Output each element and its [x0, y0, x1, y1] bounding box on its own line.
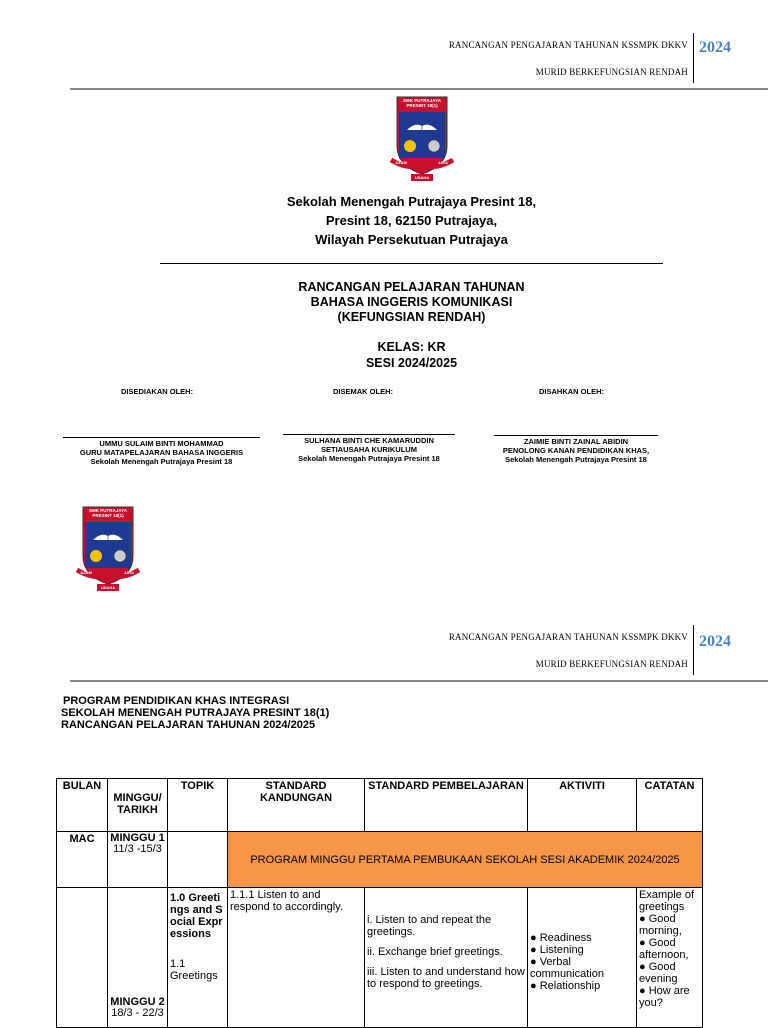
- col-header-standard-pembelajaran: STANDARD PEMBELAJARAN: [365, 779, 528, 832]
- table-row: [57, 832, 703, 888]
- lesson-plan-table: [56, 778, 703, 1028]
- school-address-line1: Sekolah Menengah Putrajaya Presint 18,: [286, 194, 537, 209]
- notes-cell: [637, 888, 703, 1028]
- header-year: 2024: [699, 39, 731, 56]
- program-line2: SEKOLAH MENENGAH PUTRAJAYA PRESINT 18(1): [61, 707, 330, 719]
- signatory-role: PENOLONG KANAN PENDIDIKAN KHAS,: [502, 446, 650, 455]
- notes-item: ● Good morning,: [639, 913, 682, 937]
- topic-sub: 1.1 Greetings: [170, 958, 218, 982]
- signatory-name: ZAIMIE BINTI ZAINAL ABIDIN: [523, 437, 629, 446]
- activity-cell: [528, 888, 637, 1028]
- school-address-line3: Wilayah Persekutuan Putrajaya: [315, 232, 508, 247]
- plan-title-line1: RANCANGAN PELAJARAN TAHUNAN: [298, 280, 525, 294]
- approved-by-heading: DISAHKAN OLEH:: [539, 387, 604, 396]
- plan-title-line2: BAHASA INGGERIS KOMUNIKASI: [310, 295, 513, 309]
- crest-ribbon-left: AZAM: [80, 570, 92, 575]
- col-header-standard-kandungan: STANDARD KANDUNGAN: [228, 779, 365, 832]
- learning-standard-cell: [365, 888, 528, 1028]
- program-banner-text: PROGRAM MINGGU PERTAMA PEMBUKAAN SEKOLAH SESI AKADEMIK 2024/2025: [250, 853, 680, 866]
- week-cell: [108, 888, 168, 1028]
- notes-item: ● Good evening: [639, 961, 678, 985]
- topic-cell: [168, 832, 228, 888]
- week-label: MINGGU 1: [110, 832, 165, 844]
- signature-block-2: [268, 436, 470, 463]
- school-crest-logo: [387, 94, 457, 186]
- topic-cell: [168, 888, 228, 1028]
- col-header-bulan: BULAN: [57, 779, 108, 832]
- signature-block-1: [55, 439, 268, 466]
- crest-top-text: SMK PUTRAJAYA PRESINT 18(1): [89, 508, 127, 518]
- header-rule: [70, 88, 768, 90]
- signatory-school: Sekolah Menengah Putrajaya Presint 18: [505, 455, 647, 464]
- plan-title-line3: (KEFUNGSIAN RENDAH): [337, 310, 486, 324]
- session-label: SESI 2024/2025: [365, 356, 458, 370]
- crest-ribbon-left: AZAM: [395, 160, 407, 165]
- header-subtitle: MURID BERKEFUNGSIAN RENDAH: [535, 659, 688, 669]
- week-label: MINGGU 2: [110, 996, 165, 1008]
- checked-by-heading: DISEMAK OLEH:: [333, 387, 393, 396]
- prepared-by-heading: DISEDIAKAN OLEH:: [121, 387, 194, 396]
- crest-ribbon-bottom: USAHA: [414, 175, 430, 180]
- header-subtitle: MURID BERKEFUNGSIAN RENDAH: [535, 67, 688, 77]
- address-rule: [160, 263, 663, 264]
- activity-item: ● Relationship: [530, 980, 601, 992]
- activity-item: ● Listening: [530, 944, 584, 956]
- learning-standard-item: i. Listen to and repeat the greetings.: [367, 914, 492, 938]
- signatory-role: SETIAUSAHA KURIKULUM: [321, 445, 417, 454]
- crest-top-text: SMK PUTRAJAYA PRESINT 18(1): [403, 98, 441, 108]
- header-divider: [693, 33, 694, 83]
- signatory-school: Sekolah Menengah Putrajaya Presint 18: [90, 457, 233, 466]
- notes-item: ● Good afternoon,: [639, 937, 689, 961]
- signatory-school: Sekolah Menengah Putrajaya Presint 18: [298, 454, 440, 463]
- crest-ribbon-bottom: USAHA: [100, 585, 116, 590]
- table-row: [57, 888, 703, 1028]
- activity-item: ● Verbal communication: [530, 956, 604, 980]
- header-rule: [70, 680, 768, 682]
- notes-title: Example of greetings: [639, 889, 695, 913]
- program-line1: PROGRAM PENDIDIKAN KHAS INTEGRASI: [63, 695, 290, 707]
- activity-item: ● Readiness: [530, 932, 592, 944]
- header-divider: [693, 625, 694, 675]
- class-label: KELAS: KR: [377, 340, 446, 354]
- week-dates: 11/3 -15/3: [113, 843, 162, 855]
- program-banner: [228, 832, 703, 888]
- col-header-catatan: CATATAN: [637, 779, 703, 832]
- header-title: RANCANGAN PENGAJARAN TAHUNAN KSSMPK DKKV: [448, 40, 688, 50]
- week-dates: 18/3 - 22/3: [111, 1007, 164, 1019]
- school-address-line2: Presint 18, 62150 Putrajaya,: [325, 213, 498, 228]
- col-header-minggu: MINGGU/ TARIKH: [108, 779, 168, 832]
- col-header-topik: TOPIK: [168, 779, 228, 832]
- signature-line-2: [283, 434, 455, 435]
- program-line3: RANCANGAN PELAJARAN TAHUNAN 2024/2025: [61, 719, 316, 731]
- signature-line-1: [63, 437, 260, 438]
- signatory-role: GURU MATAPELAJARAN BAHASA INGGERIS: [79, 448, 244, 457]
- topic-title: 1.0 Greetings and Social Expressions: [170, 892, 223, 940]
- table-header-row: [57, 779, 703, 832]
- learning-standard-item: iii. Listen to and understand how to respond to greetings.: [367, 966, 525, 990]
- signature-block-3: [474, 437, 678, 464]
- month-cell: [57, 888, 108, 1028]
- header-year: 2024: [699, 633, 731, 650]
- signatory-name: SULHANA BINTI CHE KAMARUDDIN: [304, 436, 434, 445]
- content-standard-cell: 1.1.1 Listen to and respond to accordingly.: [228, 888, 365, 1028]
- notes-item: ● How are you?: [639, 985, 690, 1009]
- week-cell: [108, 832, 168, 888]
- school-crest-logo-2: [72, 504, 144, 596]
- header-title: RANCANGAN PENGAJARAN TAHUNAN KSSMPK DKKV: [448, 632, 688, 642]
- signature-line-3: [494, 435, 658, 436]
- signatory-name: UMMU SULAIM BINTI MOHAMMAD: [99, 439, 224, 448]
- crest-ribbon-right: JAYA: [438, 160, 448, 165]
- month-cell: MAC: [57, 832, 108, 888]
- learning-standard-item: ii. Exchange brief greetings.: [367, 946, 503, 958]
- crest-ribbon-right: JAYA: [124, 570, 134, 575]
- col-header-aktiviti: AKTIVITI: [528, 779, 637, 832]
